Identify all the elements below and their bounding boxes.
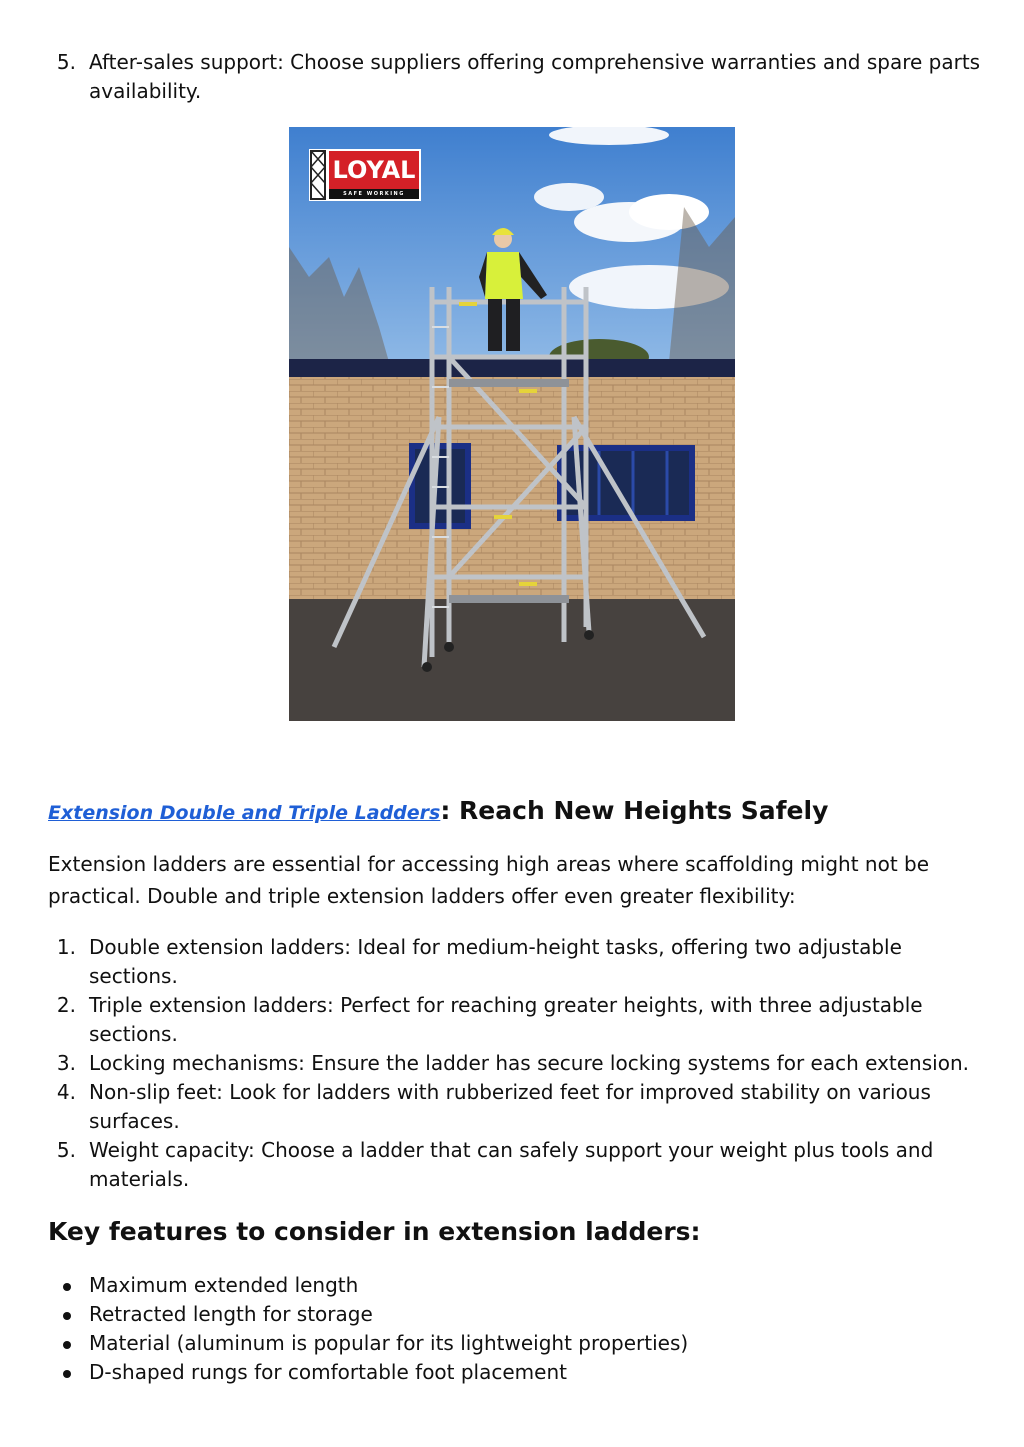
bullet-icon [63,1283,71,1291]
top-list [48,48,988,106]
list-number: 4. [56,1080,76,1104]
list-text: Material (aluminum is popular for its lightweight properties) [89,1331,689,1355]
heading-rest: Reach New Heights Safely [450,796,829,825]
list-number: 5. [56,50,76,74]
list-item [48,1329,988,1358]
logo-text: LOYAL [332,156,416,184]
list-text: Retracted length for storage [89,1302,373,1326]
key-features-heading: Key features to consider in extension ladders: [48,1217,701,1246]
list-item [48,1136,988,1194]
section-heading [48,794,828,830]
list-item [48,1271,988,1300]
scaffold-tower-photo [289,127,735,721]
list-text: After-sales support: Choose suppliers offering comprehensive warranties and spare parts availability. [89,50,981,103]
list-number: 2. [56,993,76,1017]
extension-ladders-link[interactable]: Extension Double and Triple Ladders [48,802,441,824]
list-item [48,1358,988,1387]
list-number: 3. [56,1051,76,1075]
extension-ladder-list [48,933,988,1194]
list-text: Maximum extended length [89,1273,359,1297]
heading-colon: : [440,796,451,825]
intro-paragraph: Extension ladders are essential for accessing high areas where scaffolding might not be practical. Double and triple extension ladders offer even greater flexibility: [48,852,930,908]
list-text: Triple extension ladders: Perfect for reaching greater heights, with three adjustable sections. [89,993,923,1046]
list-item [48,48,988,106]
bullet-icon [63,1312,71,1320]
list-text: Double extension ladders: Ideal for medium-height tasks, offering two adjustable sections. [89,935,902,988]
bullet-icon [63,1370,71,1378]
list-item [48,1049,988,1078]
list-text: Non-slip feet: Look for ladders with rubberized feet for improved stability on various surfaces. [89,1080,931,1133]
bullet-icon [63,1341,71,1349]
list-text: Locking mechanisms: Ensure the ladder has secure locking systems for each extension. [89,1051,969,1075]
list-item [48,1078,988,1136]
list-number: 5. [56,1138,76,1162]
list-item [48,991,988,1049]
key-features-list [48,1271,988,1387]
list-item [48,933,988,991]
logo-tagline: SAFE WORKING [343,191,405,197]
list-item [48,1300,988,1329]
list-text: Weight capacity: Choose a ladder that can safely support your weight plus tools and materials. [89,1138,934,1191]
list-text: D-shaped rungs for comfortable foot placement [89,1360,567,1384]
list-number: 1. [56,935,76,959]
